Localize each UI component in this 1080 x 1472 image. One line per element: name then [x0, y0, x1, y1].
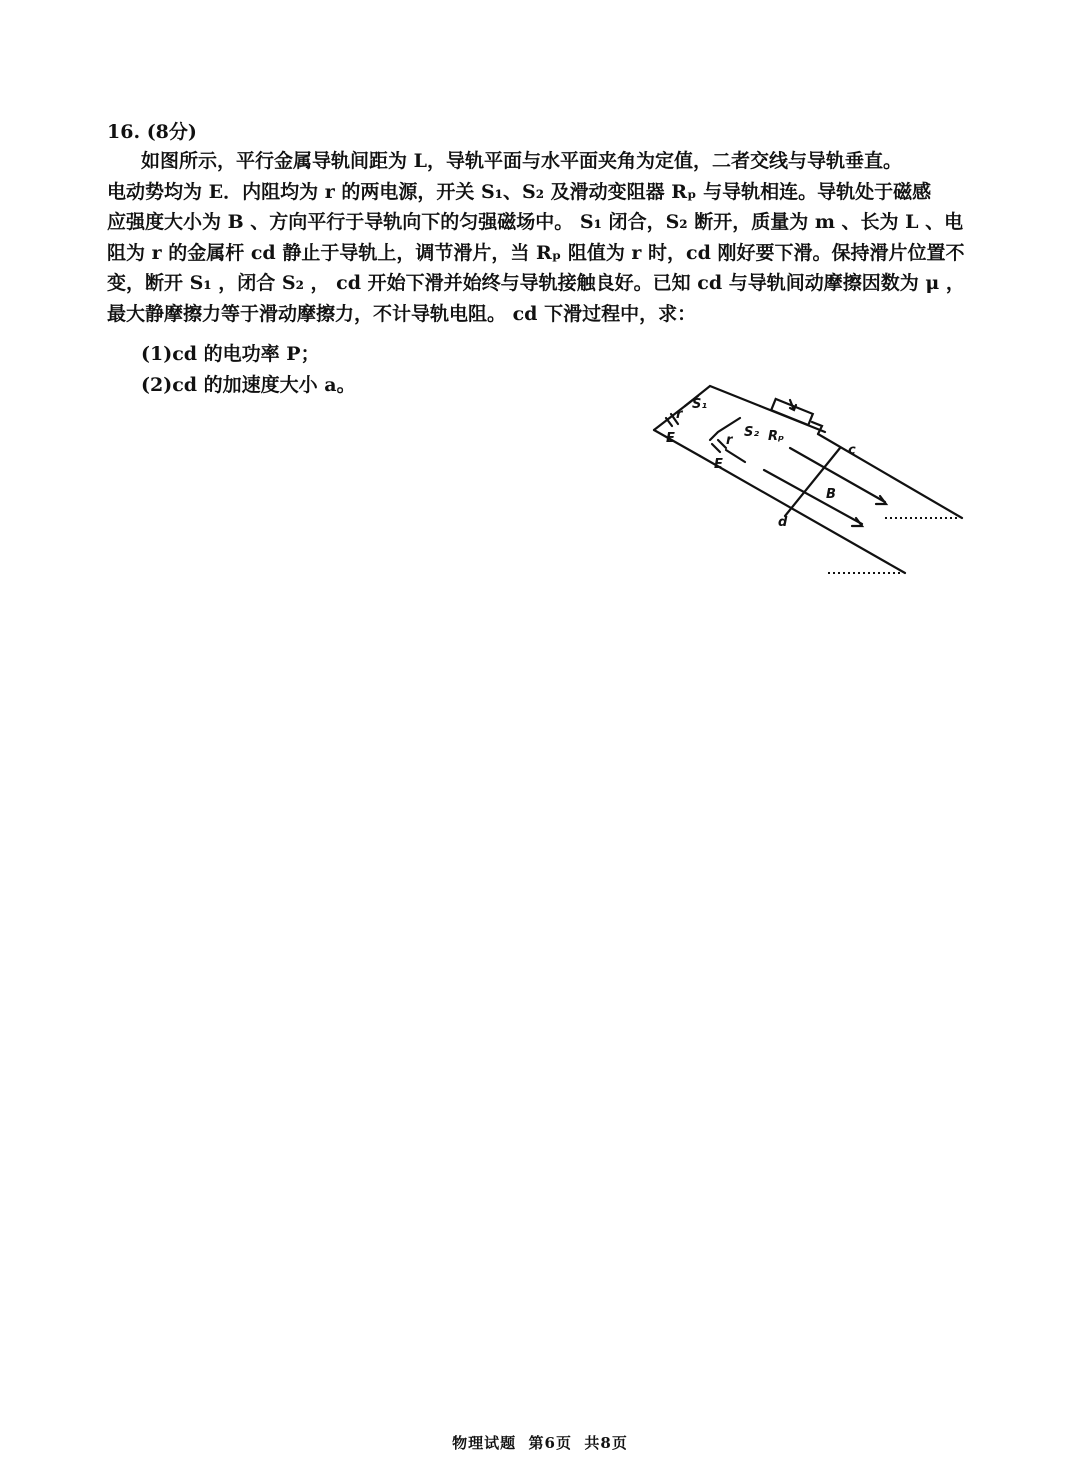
- body-line-1: 如图所示，平行金属导轨间距为 L，导轨平面与水平面夹角为定值，二者交线与导轨垂直。: [141, 150, 902, 172]
- metal-rod-cd: [785, 448, 840, 516]
- body-line-6: 最大静摩擦力等于滑动摩擦力，不计导轨电阻。 cd 下滑过程中，求：: [107, 302, 697, 325]
- question-number: 16.: [107, 121, 141, 143]
- body-line-3: 应强度大小为 B 、方向平行于导轨向下的匀强磁场中。 S₁ 闭合，S₂ 断开，质量为 m 、长为 L 、电: [107, 211, 964, 233]
- battery-2: [712, 440, 726, 452]
- label-e2: E: [714, 457, 723, 472]
- label-r1: r: [676, 407, 683, 422]
- question-points: (8分): [146, 121, 197, 143]
- rheostat-slider: [790, 400, 796, 410]
- label-e1: E: [666, 431, 675, 446]
- body-line-4: 阻为 r 的金属杆 cd 静止于导轨上，调节滑片，当 Rₚ 阻值为 r 时，cd 刚好要下滑。保持滑片位置不: [107, 241, 965, 264]
- body-line-5: 变，断开 S₁ ，闭合 S₂ ， cd 开始下滑并始终与导轨接触良好。已知 cd 与导轨间动摩擦因数为 μ ，: [107, 272, 965, 294]
- question-body: [107, 146, 977, 329]
- label-c: c: [848, 443, 856, 458]
- circuit-rail-diagram: [640, 378, 980, 583]
- question-header: [107, 117, 197, 144]
- s2-branch-wire: [710, 418, 740, 440]
- left-lower-wire: [654, 430, 700, 456]
- battery-2-wire: [726, 450, 745, 462]
- label-d: d: [778, 515, 788, 530]
- lower-rail: [700, 456, 905, 573]
- sub-question-2: (2)cd 的加速度大小 a。: [141, 374, 356, 396]
- sub-question-1: (1)cd 的电功率 P；: [141, 343, 320, 365]
- page-footer: 物理试题 第6页 共8页: [452, 1434, 628, 1452]
- label-b: B: [826, 487, 836, 502]
- label-s2: S₂: [744, 425, 760, 440]
- label-s1: S₁: [692, 397, 708, 412]
- label-r2: r: [726, 433, 733, 448]
- label-rp: Rₚ: [768, 429, 785, 444]
- body-line-2: 电动势均为 E．内阻均为 r 的两电源，开关 S₁、S₂ 及滑动变阻器 Rₚ 与导轨相连。导轨处于磁感: [107, 180, 932, 203]
